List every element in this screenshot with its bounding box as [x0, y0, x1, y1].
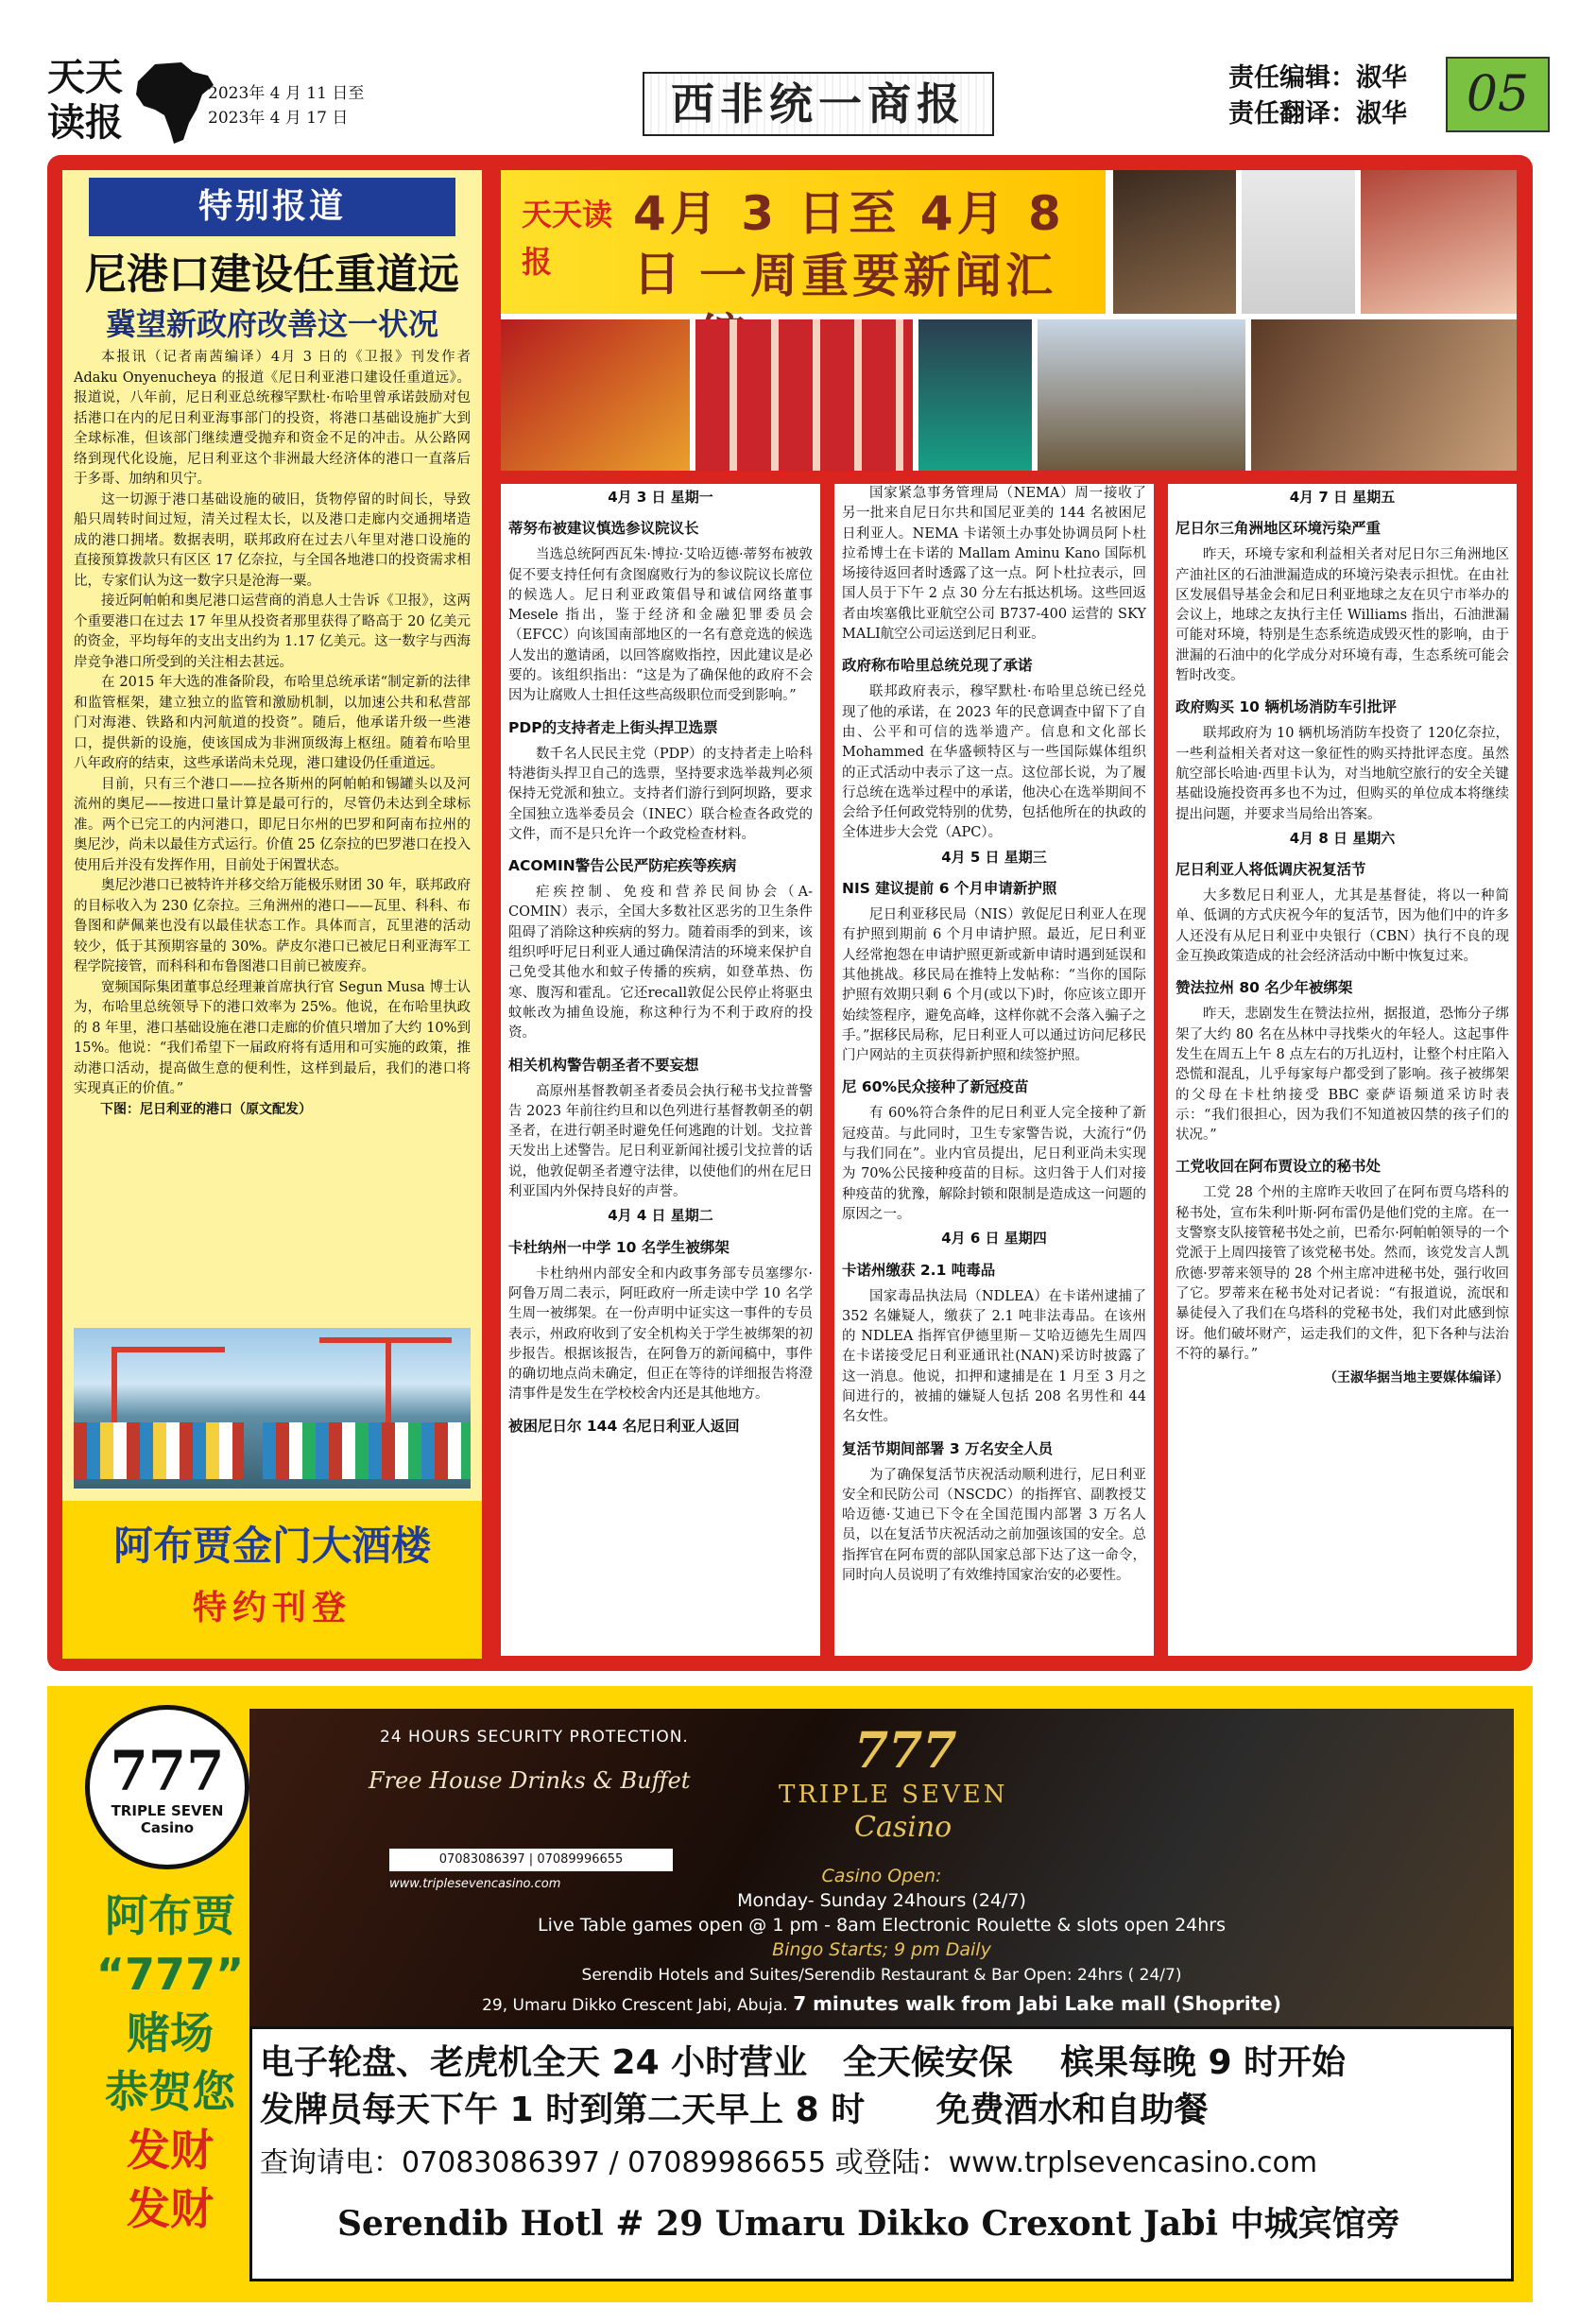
- news-photo: [1251, 319, 1517, 471]
- translator-name: 责任翻译：淑华: [1228, 99, 1407, 129]
- banner-tag: 天天读报: [522, 197, 613, 280]
- news-body: 疟疾控制、免疫和营养民间协会（A-COMIN）表示，全国大多数社区恶劣的卫生条件阻碍了消除这种疾病的努力。随着雨季的到来，该组织呼吁尼日利亚人通过确保清洁的环境来保护自己免受其他水和蚊子传播的疾病，如登革热、伤寒、腹泻和霍乱。它还recall敦促公民停止将驱虫蚊帐改为捕鱼设施，称这种行为不利于政府的投资。: [508, 885, 813, 1041]
- news-body: 大多数尼日利亚人，尤其是基督徒，将以一种简单、低调的方式庆祝今年的复活节，因为他们中的许多人还没有从尼日利亚中央银行（CBN）执行不良的现金互换政策造成的社会经济活动中断中恢复过来。: [1176, 888, 1509, 965]
- date-heading: 4月 7 日 星期五: [1289, 489, 1396, 506]
- casino-brand-name: TRIPLE SEVEN: [779, 1781, 1008, 1809]
- news-column-3: [1168, 484, 1517, 1656]
- casino-logo: [85, 1705, 249, 1869]
- news-body: 国家毒品执法局（NDLEA）在卡诺州逮捕了 352 名嫌疑人，缴获了 2.1 吨非法毒品。在该州的 NDLEA 指挥官伊德里斯－艾哈迈德先生周四在卡诺接受尼日利亚通讯社(NAN)采访时披露了这一消息。他说，扣押和逮捕是在 1 月至 3 月之间进行的，被捕的嫌疑人包括 208 名男性和 44 名女性。: [842, 1288, 1146, 1425]
- africa-map-icon: [127, 57, 221, 151]
- news-body: 有 60%符合条件的尼日利亚人完全接种了新冠疫苗。与此同时，卫生专家警告说，大流行“仍与我们同在”。业内官员提出，尼日利亚尚未实现为 70%公民接种疫苗的目标。这归咎于人们对接种疫苗的犹豫，解除封锁和限制是造成这一问题的原因之一。: [842, 1106, 1146, 1222]
- feature-paragraph: 本报讯（记者南茜编译）4月 3 日的《卫报》刊发作者 Adaku Onyenucheya 的报道《尼日利亚港口建设任重道远》。报道说，八年前，尼日利亚总统穆罕默杜·布哈里曾承诺鼓励对包括港口在内的尼日利亚海事部门的投资，将港口基础设施扩大到全球标准，但该部门继续遭受抛弃和资金不足的冲击。从公路网络到现代化设施，尼日利亚这个非洲最大经济体的港口一直落后于多哥、加纳和贝宁。: [74, 350, 471, 487]
- news-body: 国家紧急事务管理局（NEMA）周一接收了另一批来自尼日尔共和国尼亚美的 144 名被困尼日利亚人。NEMA 卡诺领土办事处协调员阿卜杜拉希博士在卡诺的 Mallam Aminu Kano 国际机场接待返回者时透露了这一点。阿卜杜拉表示，回国人员于下午 2 点 30 分左右抵达机场。这些回返者由埃塞俄比亚航空公司 B737-400 运营的 SKY MALI航空公司运送到尼日利亚。: [842, 486, 1146, 643]
- news-headline: 蒂努布被建议慎选参议院议长: [508, 520, 699, 538]
- containers: [74, 1422, 244, 1479]
- masthead: [0, 0, 1579, 151]
- security-text: 24 HOURS SECURITY PROTECTION.: [380, 1728, 689, 1747]
- news-body: 尼日利亚移民局（NIS）敦促尼日利亚人在现有护照到期前 6 个月申请护照。最近，尼日利亚人经常抱怨在申请护照更新或新申请时遇到延误和其他挑战。移民局在推特上发帖称：“当你的国际护照有效期只剩 6 个月(或以下)时，你应该立即开始续签程序，避免高峰，这样你就不会落入骗子之手。”据移民局称，尼日利亚人可以通过访问尼移民门户网站的主页获得新护照和续签护照。: [842, 907, 1146, 1064]
- casino-logo-text: TRIPLE SEVEN: [111, 1802, 224, 1819]
- section-tag: 特别报道: [89, 178, 455, 236]
- banner-title-box: [501, 170, 1106, 314]
- feature-paragraph: 在 2015 年大选的准备阶段，布哈里总统承诺“制定新的法律和监管框架，建立独立的监管和激励机制，以加速公共和私营部门对海港、铁路和内河航道的投资”。随后，他承诺升级一些港口，提供新的设施，使该国成为非洲顶级海上枢纽。随着布哈里八年政府的结束，这些承诺尚未兑现，港口建设仍任重道远。: [74, 675, 471, 771]
- feature-paragraph: 目前，只有三个港口——拉各斯州的阿帕帕和锡罐头以及河流州的奥尼——按进口量计算是最可行的，尽管仍未达到全球标准。两个已完工的内河港口，即尼日尔州的巴罗和阿南布拉州的奥尼沙，尚未以最佳方式运行。价值 25 亿奈拉的巴罗港口在投入使用后并没有发挥作用，目前处于闲置状态。: [74, 776, 471, 873]
- feature-paragraph: 接近阿帕帕和奥尼港口运营商的消息人士告诉《卫报》，这两个重要港口在过去 17 年里从投资者那里获得了略高于 20 亿美元的资金，平均每年的支出支出约为 1.17 亿美元。这一数字与西海岸竞争港口所受到的关注相去甚远。: [74, 594, 471, 670]
- news-photo: [1113, 170, 1236, 314]
- news-body: 昨天，环境专家和利益相关者对尼日尔三角洲地区产油社区的石油泄漏造成的环境污染表示担忧。在由社区发展倡导基金会和尼日利亚地球之友在贝宁市举办的会议上，地球之友执行主任 Williams 指出，石油泄漏可能对环境，特别是生态系统造成毁灭性的影响，由于泄漏的石油中的化学成分对环境有毒，生态系统可能会暂时改变。: [1176, 547, 1509, 684]
- news-headline: PDP的支持者走上街头捍卫选票: [508, 718, 718, 736]
- opening-hours: Casino Open: Monday- Sunday 24hours (24/7) Live Table games open @ 1 pm - 8am Electronic Roulette & slots open 24hrs Bingo Starts; 9 pm Daily: [538, 1866, 1226, 1960]
- news-body: 数千名人民民主党（PDP）的支持者走上哈科特港街头捍卫自己的选票，坚持要求选举裁判必须保持无党派和独立。支持者们游行到阿坝路，要求全国独立选举委员会（INEC）联合检查各政党的文件，而不是只允许一个政党检查材料。: [508, 746, 813, 842]
- editor-name: 责任编辑：淑华: [1228, 63, 1407, 93]
- news-body: 为了确保复活节庆祝活动顺利进行，尼日利亚安全和民防公司（NSCDC）的指挥官、副教授艾哈迈德·艾迪已下令在全国范围内部署 3 万名人员，以在复活节庆祝活动之前加强该国的安全。总指挥官在阿布贾的部队国家总部下达了这一命令，同时向人员说明了有效维持国家治安的必要性。: [842, 1467, 1146, 1584]
- date-heading: 4月 4 日 星期二: [608, 1207, 713, 1225]
- free-drinks-text: Free House Drinks & Buffet: [369, 1767, 691, 1794]
- page-number: 05: [1446, 57, 1550, 132]
- date-heading: 4月 3 日 星期一: [608, 489, 713, 506]
- casino-phones: 07083086397 | 07089996655: [389, 1849, 673, 1871]
- containers: [263, 1422, 471, 1479]
- news-headline: 相关机构警告朝圣者不要妄想: [508, 1056, 699, 1074]
- casino-logo-number: 777: [110, 1739, 225, 1803]
- feature-headline: 尼港口建设任重道远: [85, 250, 459, 299]
- feature-paragraph: 这一切源于港口基础设施的破旧，货物停留的时间长，导致船只周转时间过短，清关过程太长，以及港口走廊内交通拥堵造成的港口拥堵。数据表明，联邦政府在过去八年里对港口设施的直接预算拨款只有区区 17 亿奈拉，与全国各地港口的投资需求相比，专家们认为这一数字只是沧海一粟。: [74, 491, 471, 589]
- brand-name: 天天 读报: [47, 56, 123, 145]
- newspaper-logo: 西非统一商报: [643, 72, 994, 136]
- news-body: 当选总统阿西瓦朱·博拉·艾哈迈德·蒂努布被敦促不要支持任何有贪图腐败行为的参议院议长席位的候选人。尼日利亚政策倡导和诚信网络董事 Mesele 指出，鉴于经济和金融犯罪委员会（EFCC）向该国南部地区的一名有意竞选的候选人发出的邀请函，以回答腐败指控，因此建议是必要的。该组织指出：“这是为了确保他的政府不会因为让腐败人士担任这些高级职位而受到影响。”: [508, 547, 813, 704]
- crane-shape: [319, 1337, 452, 1343]
- news-column-1: [501, 484, 820, 1656]
- news-photo: [1242, 170, 1355, 314]
- news-headline: ACOMIN警告公民严防疟疾等疾病: [508, 857, 737, 875]
- feature-paragraph: 宽频国际集团董事总经理兼首席执行官 Segun Musa 博士认为，布哈里总统领导下的港口效率为 25%。他说，在布哈里执政的 8 年里，港口基础设施在港口走廊的价值只增加了大约 10%到 15%。他说：“我们希望下一届政府将有适用和可实施的政策，推动港口活动，提高做生意的便利性，这样到最后，我们的港口将实现真正的价值。”: [74, 979, 471, 1096]
- banner-title: 一周重要新闻汇: [699, 249, 1056, 303]
- news-body: 联邦政府表示，穆罕默杜·布哈里总统已经兑现了他的承诺，在 2023 年的民意调查中留下了自由、公平和可信的选举遗产。信息和文化部长 Mohammed 在华盛顿特区与一些国际媒体组织的正式活动中表示了这一点。这位部长说，为了履行总统在选举过程中的承诺，他决心在选举期间不会给予任何政党特别的优势，包括他所在的执政的全体进步大会党（APC）。: [842, 684, 1146, 841]
- hotel-ad-sponsor: 特约刊登: [192, 1589, 352, 1627]
- news-headline: 尼日利亚人将低调庆祝复活节: [1176, 861, 1366, 879]
- news-body: 高原州基督教朝圣者委员会执行秘书戈拉普警告 2023 年前往约旦和以色列进行基督教朝圣的朝圣者，在进行朝圣时避免任何逃跑的计划。戈拉普天发出上述警告。尼日利亚新闻社援引戈拉普的话说，他敦促朝圣者遵守法律，以使他们的州在尼日利亚国内外保持良好的声誉。: [508, 1083, 813, 1200]
- casino-brand-number: 777: [854, 1722, 957, 1780]
- casino-greeting: 阿布贾 “777” 赌场 恭贺您 发财 发财: [95, 1890, 245, 2234]
- casino-photo: [249, 1709, 1514, 2026]
- news-body: 卡杜纳州内部安全和内政事务部专员塞缪尔·阿鲁万周二表示，阿旺政府一所走读中学 10 名学生周一被绑架。在一份声明中证实这一事件的专员表示，州政府收到了安全机构关于学生被绑架的初步报告。根据该报告，在阿鲁万的新闻稿中，事件的确切地点尚未确定，但正在等待的详细报告将澄清事件是发生在学校校舍内还是其他地方。: [508, 1265, 813, 1403]
- casino-info-line: 发牌员每天下午 1 时到第二天早上 8 时 免费酒水和自助餐: [260, 2091, 1209, 2129]
- news-headline: 卡杜纳州一中学 10 名学生被绑架: [508, 1238, 729, 1256]
- serendib-hours: Serendib Hotels and Suites/Serendib Restaurant & Bar Open: 24hrs ( 24/7): [581, 1966, 1182, 1985]
- date-heading: 4月 6 日 星期四: [941, 1230, 1047, 1248]
- news-headline: 复活节期间部署 3 万名安全人员: [842, 1439, 1054, 1457]
- casino-contact: 查询请电：07083086397 / 07089986655 或登陆：www.trplsevencasino.com: [260, 2146, 1318, 2179]
- crane-shape: [112, 1347, 225, 1352]
- banner-date-range: 4月 3 日至 4月 8 日: [633, 186, 1065, 301]
- news-headline: 赞法拉州 80 名少年被绑架: [1176, 979, 1353, 997]
- feature-body: [74, 348, 471, 1120]
- news-body: 工党 28 个州的主席昨天收回了在阿布贾乌塔科的秘书处，宣布朱利叶斯·阿布雷仍是他们党的主席。在一支警察支队接管秘书处之前，巴希尔·阿帕帕领导的一个党派于上周四接管了该党秘书处。然而，该党发言人凯欣德·罗蒂来领导的 28 个州主席冲进秘书处，强行收回了它。罗蒂来在秘书处对记者说：“有报道说，流氓和暴徒侵入了我们在乌塔科的党秘书处，我们对此感到惊讶。他们破坏财产，运走我们的文件，犯下各种与法治不符的暴行。”: [1176, 1185, 1509, 1362]
- casino-address: 29, Umaru Dikko Crescent Jabi, Abuja. 7 minutes walk from Jabi Lake mall (Shoprite): [482, 1992, 1281, 2015]
- editor-credits: [1228, 60, 1407, 132]
- news-headline: NIS 建议提前 6 个月申请新护照: [842, 880, 1057, 898]
- issue-dates: 2023年 4 月 11 日至 2023年 4 月 17 日: [208, 84, 365, 128]
- feature-column: [62, 170, 482, 1659]
- news-photo: [695, 319, 913, 471]
- feature-subhead: 冀望新政府改善这一状况: [105, 306, 438, 342]
- weekly-banner: [501, 170, 1517, 471]
- news-photo: [501, 319, 690, 471]
- casino-location: Serendib Hotl # 29 Umaru Dikko Crexont Jabi 中城宾馆旁: [337, 2204, 1400, 2244]
- news-photo: [1038, 319, 1245, 471]
- news-headline: 尼日尔三角洲地区环境污染严重: [1176, 520, 1382, 538]
- casino-logo-sub: Casino: [140, 1819, 195, 1836]
- photo-caption: 下图：尼日利亚的港口（原文配发）: [100, 1101, 312, 1117]
- casino-info-line: 电子轮盘、老虎机全天 24 小时营业 全天候安保 槟果每晚 9 时开始: [260, 2043, 1347, 2082]
- news-photo: [1361, 170, 1517, 314]
- casino-brand-sub: Casino: [854, 1811, 953, 1844]
- news-headline: 尼 60%民众接种了新冠疫苗: [842, 1078, 1029, 1096]
- port-photo: [74, 1328, 471, 1489]
- news-headline: 政府购买 10 辆机场消防车引批评: [1176, 698, 1397, 716]
- news-body: 联邦政府为 10 辆机场消防车投资了 120亿奈拉，一些利益相关者对这一象征性的购买持批评态度。虽然航空部长哈迪·西里卡认为，对当地航空旅行的安全关键基础设施投资再多也不为过，但购买的单位成本将继续提出问题，并要求当局给出答案。: [1176, 726, 1509, 822]
- date-heading: 4月 8 日 星期六: [1289, 829, 1396, 847]
- news-headline: 被困尼日尔 144 名尼日利亚人返回: [508, 1417, 740, 1435]
- news-column-2: [834, 484, 1154, 1656]
- news-headline: 政府称布哈里总统兑现了承诺: [842, 657, 1033, 675]
- casino-info-panel: [249, 2026, 1514, 2281]
- hotel-ad: [62, 1501, 482, 1659]
- compiler-signature: （王淑华据当地主要媒体编译）: [1324, 1370, 1509, 1386]
- news-body: 昨天，悲剧发生在赞法拉州，据报道，恐怖分子绑架了大约 80 名在丛林中寻找柴火的年轻人。这起事件发生在周五上午 8 点左右的万扎迈村，让整个村庄陷入恐慌和混乱，儿乎每家每户都受到了影响。孩子被绑架的父母在卡杜纳接受 BBC 豪萨语频道采访时表示：“我们很担心，因为我们不知道被囚禁的孩子们的状况。”: [1176, 1007, 1509, 1144]
- casino-website: www.triplesevencasino.com: [389, 1877, 561, 1891]
- casino-ad: [47, 1686, 1533, 2302]
- date-heading: 4月 5 日 星期三: [941, 848, 1047, 866]
- news-headline: 卡诺州缴获 2.1 吨毒品: [842, 1261, 996, 1279]
- feature-paragraph: 奥尼沙港口已被特许并移交给万能极乐财团 30 年，联邦政府的目标收入为 230 亿奈拉。三角洲州的港口——瓦里、科科、布鲁图和萨佩莱也没有以最佳状态工作。具体而言，瓦里港的活动较少，低于其预期容量的 30%。萨皮尔港口已被尼日利亚海军工程学院接管，而科科和布鲁图港口目前已被废弃。: [74, 878, 471, 974]
- news-headline: 工党收回在阿布贾设立的秘书处: [1176, 1158, 1382, 1176]
- news-photo: [918, 319, 1032, 471]
- hotel-ad-name: 阿布贾金门大酒楼: [112, 1523, 431, 1569]
